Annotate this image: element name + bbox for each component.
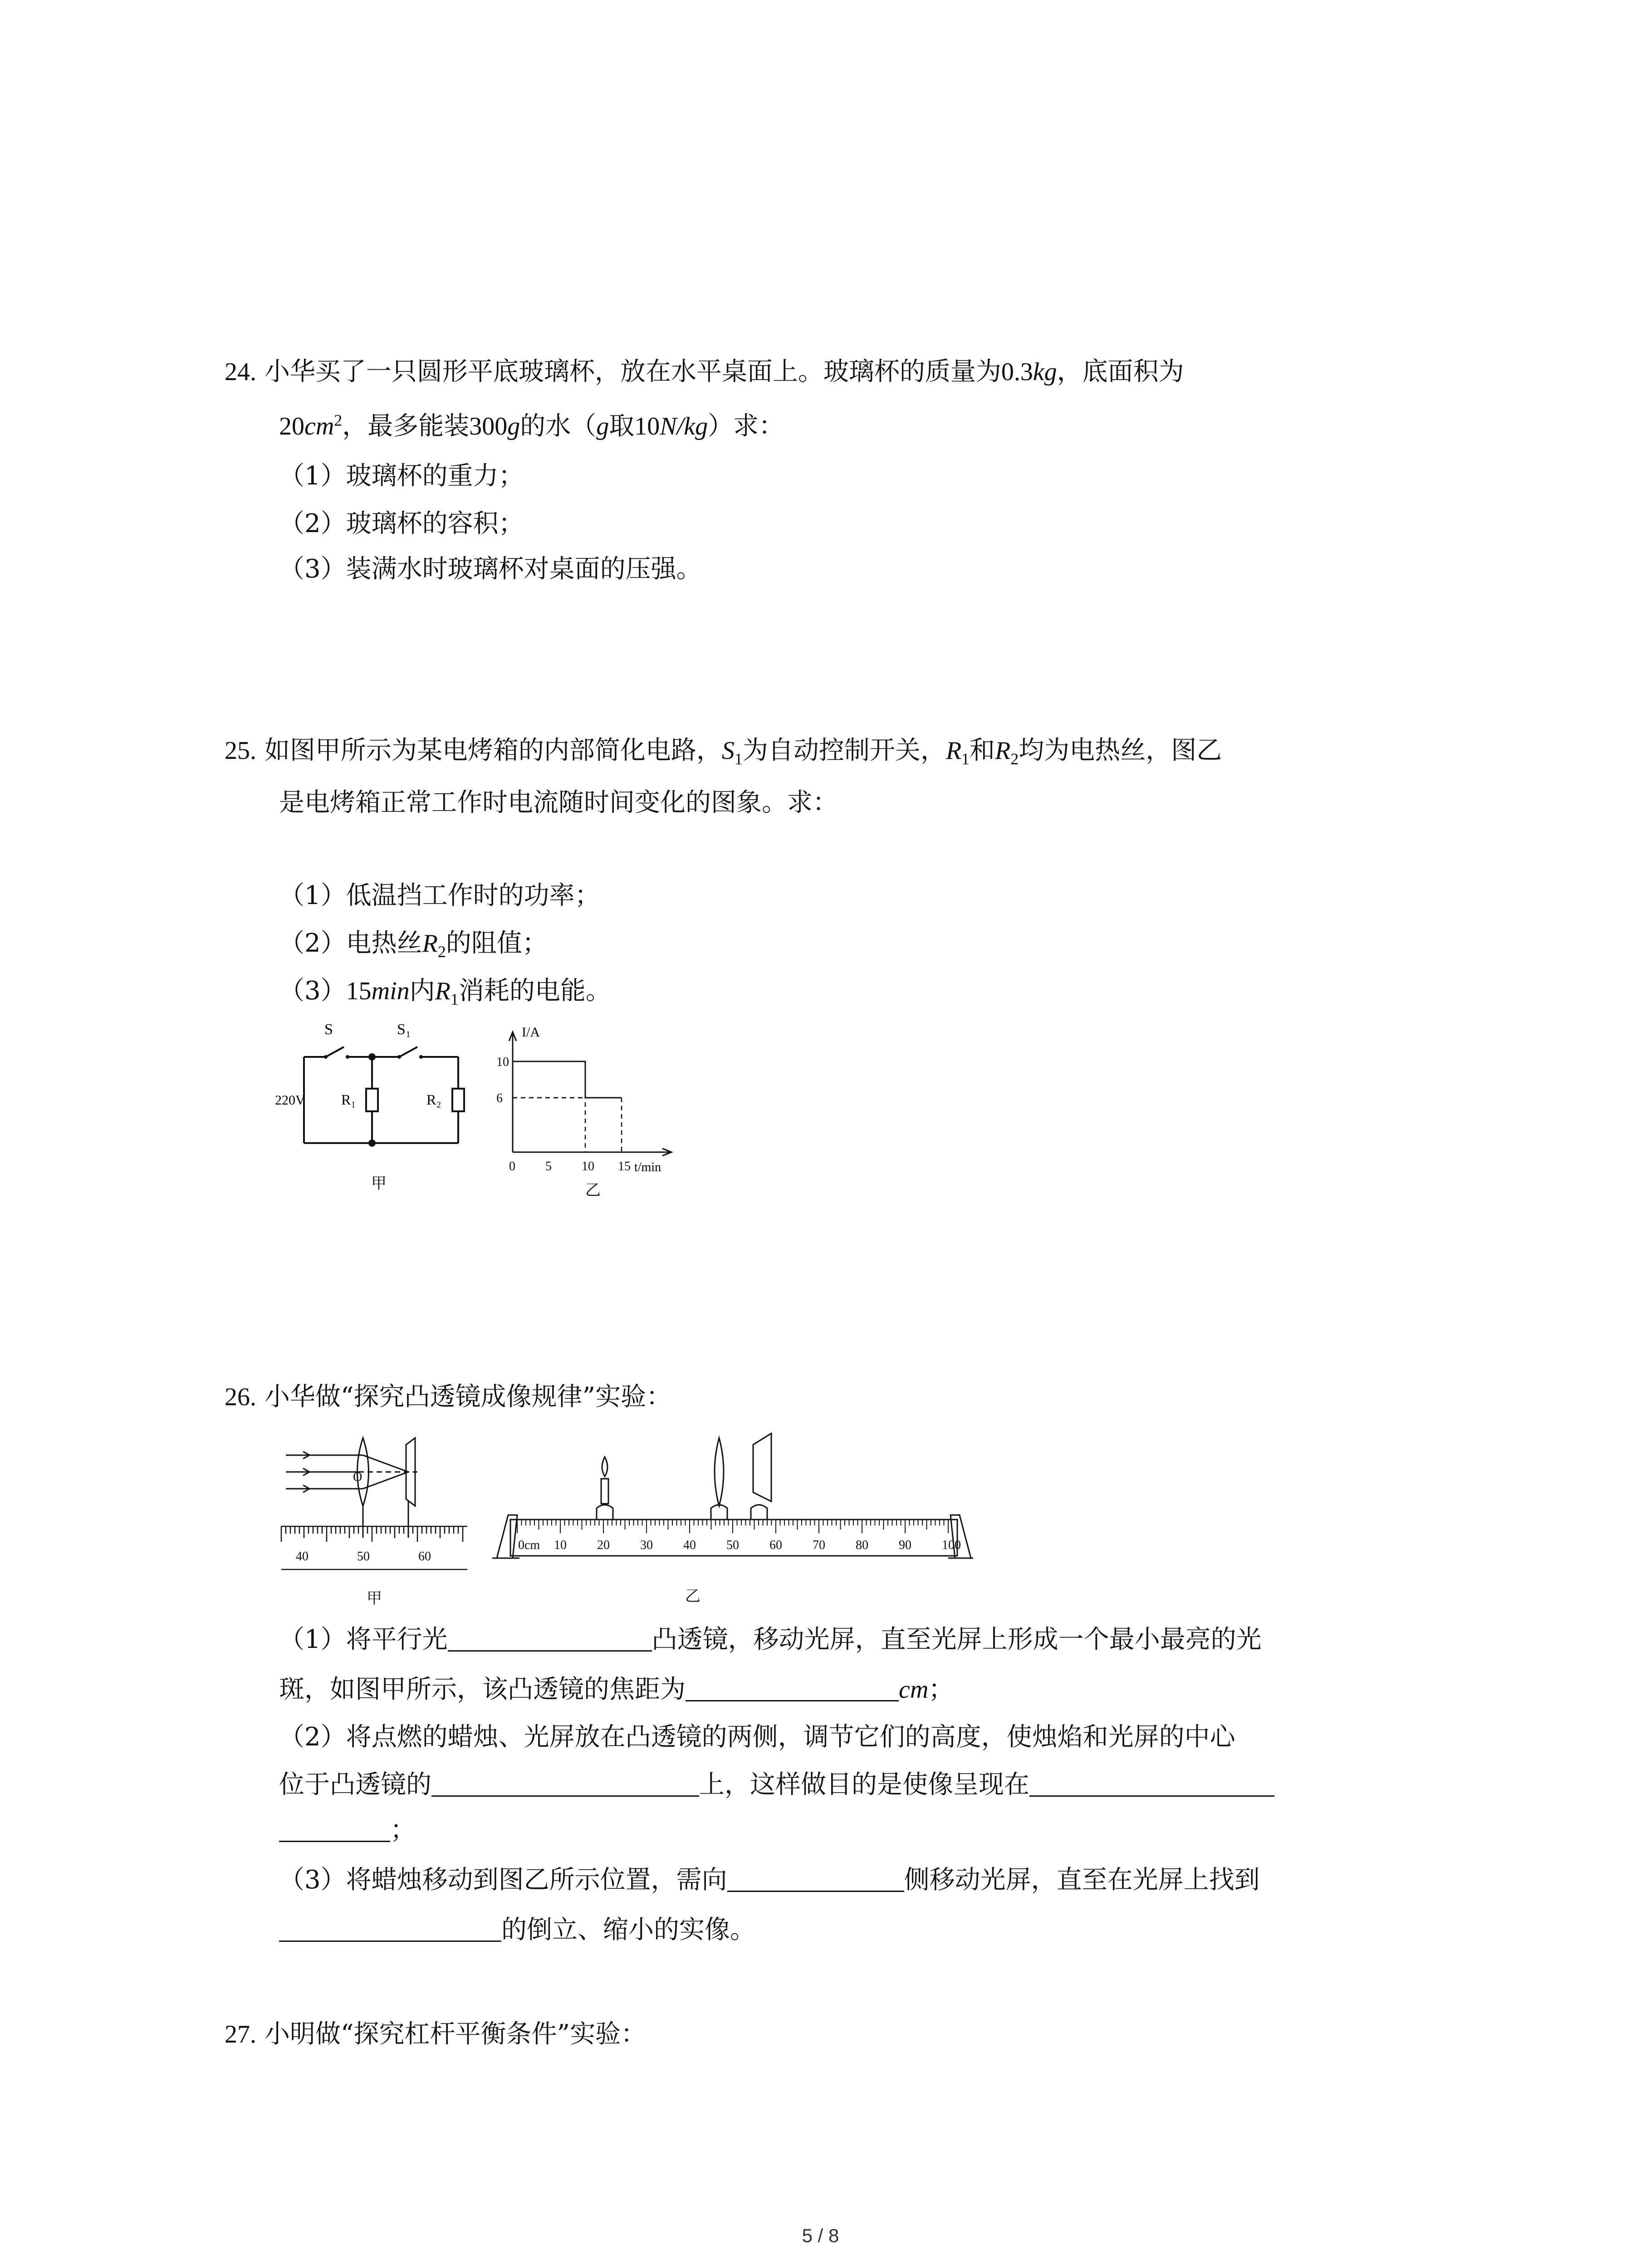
y-tick-label: 10 <box>496 1055 509 1069</box>
figure-caption: 乙 <box>585 1182 601 1199</box>
q25-sub1: （1）低温挡工作时的功率； <box>279 881 600 910</box>
page-number: 5 / 8 <box>802 2225 839 2246</box>
q26-sub2-line3: ； <box>279 1810 416 1846</box>
answer-blank[interactable] <box>431 1772 699 1797</box>
ruler-label: 40 <box>296 1549 309 1564</box>
q25-line1: 25. 如图甲所示为某电烤箱的内部简化电路，$S_1$为自动控制开关，$R_1$和$R_2$均为电热丝，图乙 <box>225 736 1222 768</box>
q25-sub2: （2）电热丝$R_2$的阻值； <box>279 929 548 961</box>
y-axis-label: I/A <box>522 1025 540 1040</box>
q26-sub3-line2: 的倒立、缩小的实像。 <box>279 1910 755 1946</box>
light-screen <box>751 1433 771 1520</box>
ruler-label: 60 <box>418 1549 431 1564</box>
focal-length-figure <box>277 1424 476 1615</box>
q26-sub2-line1: （2）将点燃的蜡烛、光屏放在凸透镜的两侧，调节它们的高度，使烛焰和光屏的中心 <box>279 1722 1235 1752</box>
x-tick-label: 0 <box>509 1159 515 1173</box>
x-tick-label: 10 <box>582 1159 594 1173</box>
ruler-label: 50 <box>726 1538 739 1552</box>
question-number: 26. <box>225 1383 256 1411</box>
ruler-label: 0cm <box>518 1538 540 1552</box>
figure-caption: 乙 <box>685 1588 700 1605</box>
q24-line1: 24. 小华买了一只圆形平底玻璃杯，放在水平桌面上。玻璃杯的质量为0.3kg，底面积为 <box>225 357 1184 386</box>
optical-bench-figure <box>492 1411 973 1615</box>
ruler-label: 20 <box>597 1538 610 1552</box>
q24-sub2: （2）玻璃杯的容积； <box>279 509 524 538</box>
question-number: 25. <box>225 737 256 765</box>
q24-line2: $20cm^2$，最多能装300g的水（g取10N/kg）求： <box>279 411 784 441</box>
answer-blank[interactable] <box>686 1677 899 1701</box>
q26-sub1-line1: （1）将平行光 凸透镜，移动光屏，直至光屏上形成一个最小最亮的光 <box>279 1625 1262 1654</box>
q25-sub3: （3）15min内$R_1$消耗的电能。 <box>279 976 611 1009</box>
question-number: 24. <box>225 358 256 386</box>
ruler-label: 90 <box>899 1538 911 1552</box>
x-tick-label: 5 <box>545 1159 552 1173</box>
ruler-label: 40 <box>683 1538 696 1552</box>
answer-blank[interactable] <box>1029 1772 1274 1797</box>
ruler-label: 50 <box>357 1549 370 1564</box>
ruler-label: 70 <box>813 1538 825 1552</box>
figure-caption: 甲 <box>371 1175 387 1192</box>
candle <box>597 1457 613 1520</box>
bench-leg-left <box>497 1515 517 1558</box>
current-series-line <box>513 1061 622 1098</box>
optical-center-label: O <box>353 1470 362 1484</box>
answer-blank[interactable] <box>727 1867 904 1892</box>
q25-line2: 是电烤箱正常工作时电流随时间变化的图象。求： <box>279 788 838 817</box>
circuit-diagram <box>272 1021 481 1202</box>
current-time-chart <box>490 1021 690 1211</box>
ruler-label: 60 <box>769 1538 782 1552</box>
r1-label: R₁ <box>341 1091 356 1108</box>
answer-blank[interactable] <box>279 1817 390 1842</box>
lens <box>711 1438 727 1520</box>
answer-blank[interactable] <box>448 1627 652 1652</box>
switch-s-label: S <box>324 1021 333 1038</box>
ruler-label: 80 <box>856 1538 868 1552</box>
x-tick-label: 15 <box>618 1159 631 1173</box>
q27-title: 27. 小明做“探究杠杆平衡条件”实验： <box>225 2019 647 2049</box>
figure-caption: 甲 <box>367 1590 382 1607</box>
ruler-label: 30 <box>640 1538 653 1552</box>
q26-sub3-line1: （3）将蜡烛移动到图乙所示位置，需向 侧移动光屏，直至在光屏上找到 <box>279 1865 1260 1895</box>
switch-s1-label: S₁ <box>397 1021 411 1038</box>
ruler-label: 10 <box>554 1538 567 1552</box>
x-axis-label: t/min <box>634 1160 661 1174</box>
voltage-label: 220V <box>275 1093 305 1108</box>
q24-sub1: （1）玻璃杯的重力； <box>279 461 524 491</box>
r2-label: R₂ <box>426 1091 441 1108</box>
q24-sub3: （3）装满水时玻璃杯对桌面的压强。 <box>279 554 702 584</box>
q26-title: 26. 小华做“探究凸透镜成像规律”实验： <box>225 1382 672 1412</box>
y-tick-label: 6 <box>496 1091 503 1105</box>
answer-blank[interactable] <box>279 1917 501 1942</box>
ruler-label: 100 <box>942 1538 961 1552</box>
question-number: 27. <box>225 2020 256 2048</box>
q26-sub2-line2: 位于凸透镜的 上，这样做目的是使像呈现在 <box>279 1765 1274 1801</box>
q26-sub1-line2: 斑，如图甲所示，该凸透镜的焦距为 cm； <box>279 1675 954 1704</box>
